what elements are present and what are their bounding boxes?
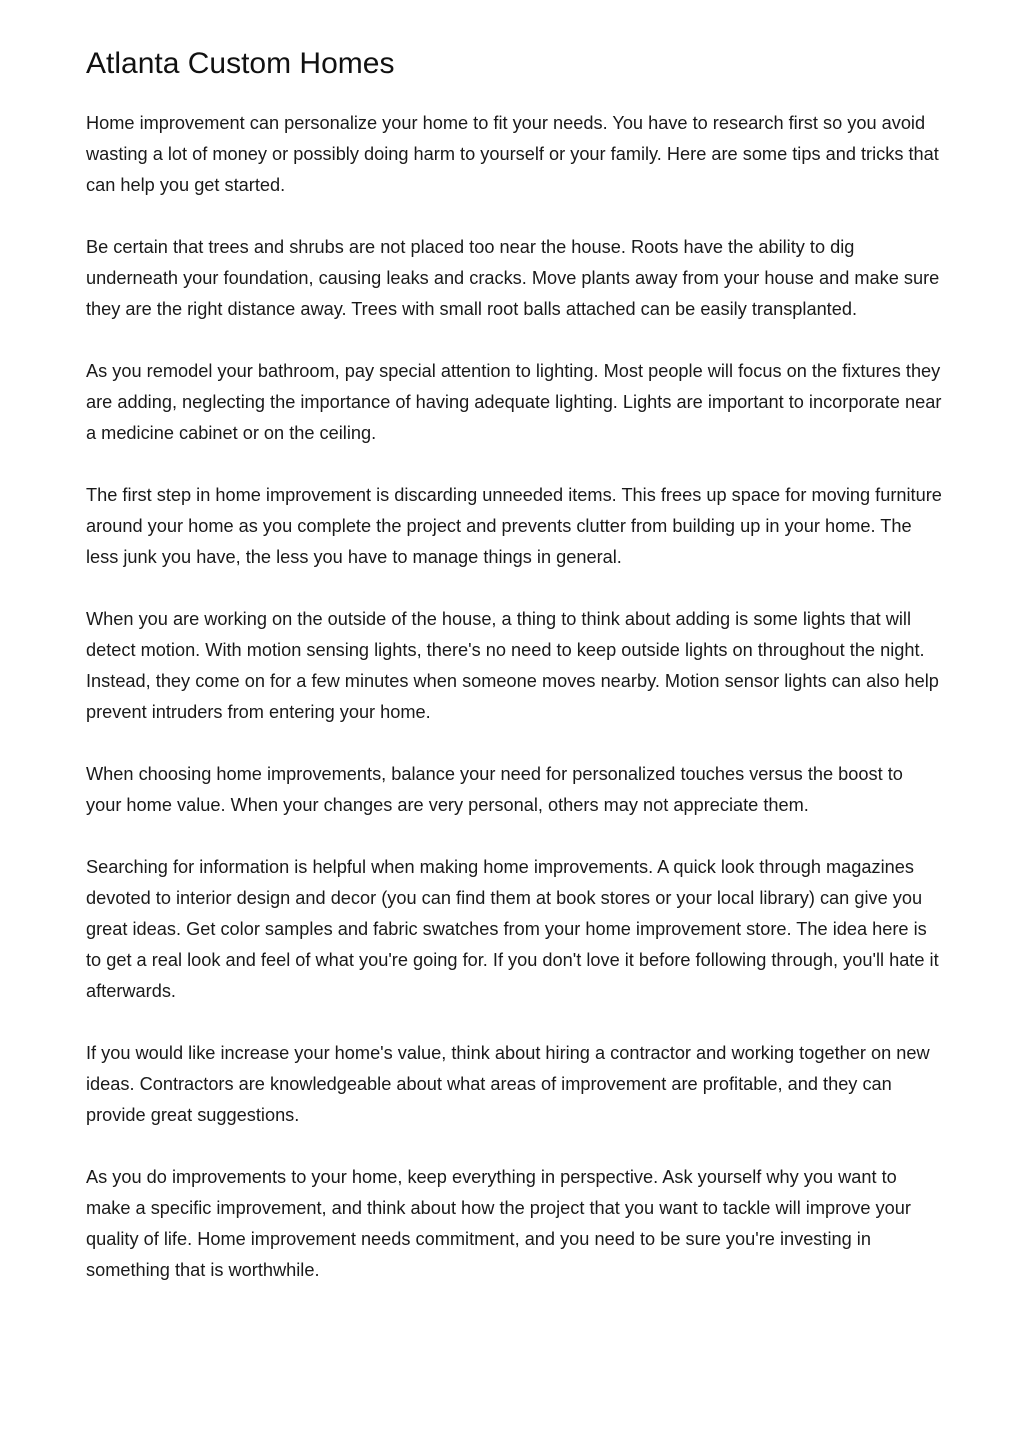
paragraph-motion-lights: When you are working on the outside of the house, a thing to think about adding is some lights that will detect motion. With motion sensing lights, there's no need to keep outside lights on throughout the night. Instead, they come on for a few minutes when someone moves nearby. Motion sensor lights can also help prevent intruders from entering your home. — [86, 609, 939, 722]
document-page — [86, 40, 942, 1317]
paragraph-discarding-items: The first step in home improvement is discarding unneeded items. This frees up space for moving furniture around your home as you complete the project and prevents clutter from building up in your home. The less junk you have, the less you have to manage things in general. — [86, 485, 942, 567]
paragraph-bathroom-lighting: As you remodel your bathroom, pay special attention to lighting. Most people will focus on the fixtures they are adding, neglecting the importance of having adequate lighting. Lights are important to incorporate near a medicine cabinet or on the ceiling. — [86, 361, 942, 443]
paragraph-research: Searching for information is helpful when making home improvements. A quick look through magazines devoted to interior design and decor (you can find them at book stores or your local library) can give you great ideas. Get color samples and fabric swatches from your home improvement store. The idea here is to get a real look and feel of what you're going for. If you don't love it before following through, you'll hate it afterwards. — [86, 857, 939, 1001]
paragraph-contractor: If you would like increase your home's value, think about hiring a contractor and working together on new ideas. Contractors are knowledgeable about what areas of improvement are profitable, and they can provide great suggestions. — [86, 1043, 930, 1125]
paragraph-perspective: As you do improvements to your home, keep everything in perspective. Ask yourself why you want to make a specific improvement, and think about how the project that you want to tackle will improve your quality of life. Home improvement needs commitment, and you need to be sure you're investing in something that is worthwhile. — [86, 1167, 911, 1280]
paragraph-intro: Home improvement can personalize your home to fit your needs. You have to research first so you avoid wasting a lot of money or possibly doing harm to yourself or your family. Here are some tips and tricks that can help you get started. — [86, 113, 939, 195]
document-title: Atlanta Custom Homes — [86, 47, 395, 80]
paragraph-personal-touches: When choosing home improvements, balance your need for personalized touches versus the boost to your home value. When your changes are very personal, others may not appreciate them. — [86, 764, 903, 815]
paragraph-trees-shrubs: Be certain that trees and shrubs are not placed too near the house. Roots have the ability to dig underneath your foundation, causing leaks and cracks. Move plants away from your house and make sure they are the right distance away. Trees with small root balls attached can be easily transplanted. — [86, 237, 940, 319]
